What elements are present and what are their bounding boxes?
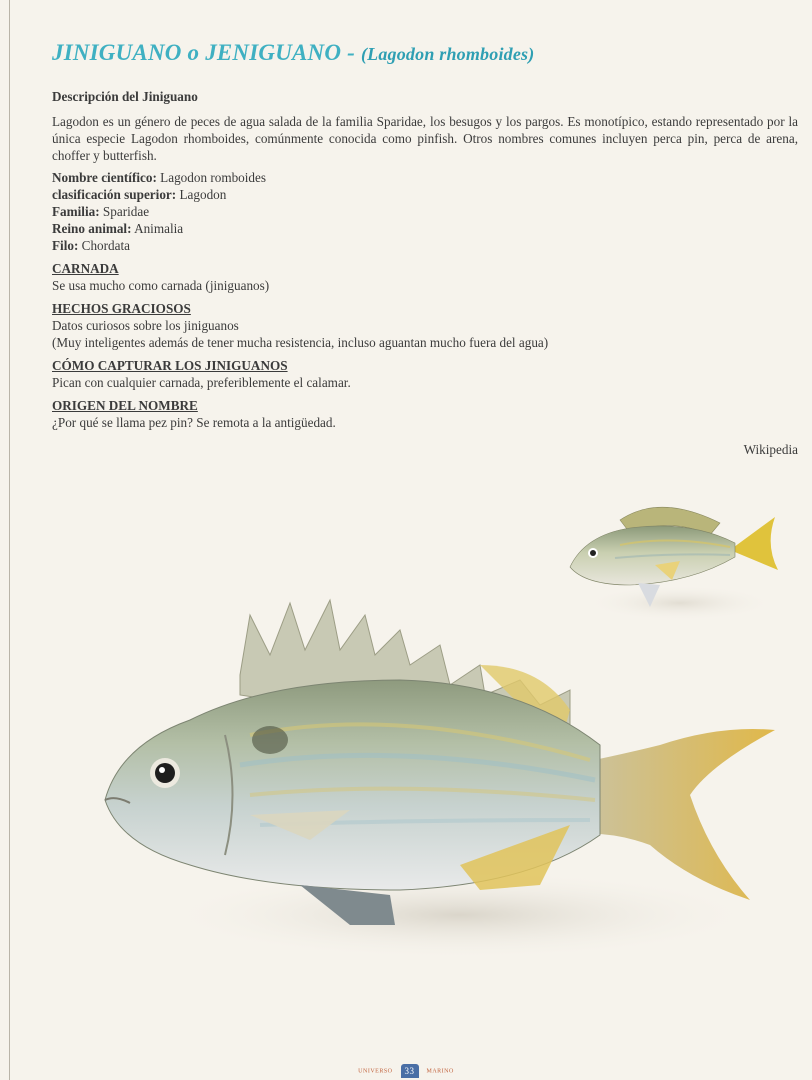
footer-left-text: UNIVERSO (358, 1068, 393, 1075)
carnada-heading: CARNADA (52, 261, 119, 276)
page-border (9, 0, 10, 1080)
origen-heading: ORIGEN DEL NOMBRE (52, 398, 198, 413)
fact-kingdom: Reino animal: Animalia (52, 221, 184, 236)
facts-list (52, 169, 798, 254)
carnada-text: Se usa mucho como carnada (jiniguanos) (52, 278, 270, 293)
source-credit: Wikipedia (743, 442, 798, 457)
description-text: Lagodon es un género de peces de agua salada de la familia Sparidae, los besugos y los pargos. Es monotípico, estando representado por la única especie Lagodon rhomboides, comúnmente conocida como pinfish. Otros nombres comunes incluyen perca pin, perca de arena, choffer y butterfish. (52, 114, 798, 163)
footer-right-text: MARINO (426, 1068, 454, 1075)
capturar-text: Pican con cualquier carnada, preferiblemente el calamar. (52, 375, 351, 390)
fact-family: Familia: Sparidae (52, 204, 150, 219)
large-fish-image (100, 595, 780, 975)
description-heading: Descripción del Jiniguano (52, 89, 198, 104)
article-body (52, 88, 798, 458)
page-footer (0, 1064, 812, 1078)
capturar-heading: CÓMO CAPTURAR LOS JINIGUANOS (52, 358, 288, 373)
fact-phylum: Filo: Chordata (52, 238, 131, 253)
title-common-name: JINIGUANO o JENIGUANO - (52, 40, 355, 65)
title-scientific-name: (Lagodon rhomboides) (360, 44, 535, 64)
origen-text: ¿Por qué se llama pez pin? Se remota a la antigüedad. (52, 415, 336, 430)
hechos-text-2: (Muy inteligentes además de tener mucha resistencia, incluso aguantan mucho fuera del agua) (52, 335, 549, 350)
fact-classification: clasificación superior: Lagodon (52, 187, 227, 202)
fact-scientific-name: Nombre científico: Lagodon romboides (52, 170, 267, 185)
page-title (52, 40, 534, 66)
hechos-text-1: Datos curiosos sobre los jiniguanos (52, 318, 239, 333)
hechos-heading: HECHOS GRACIOSOS (52, 301, 191, 316)
page-number: 33 (401, 1064, 419, 1078)
